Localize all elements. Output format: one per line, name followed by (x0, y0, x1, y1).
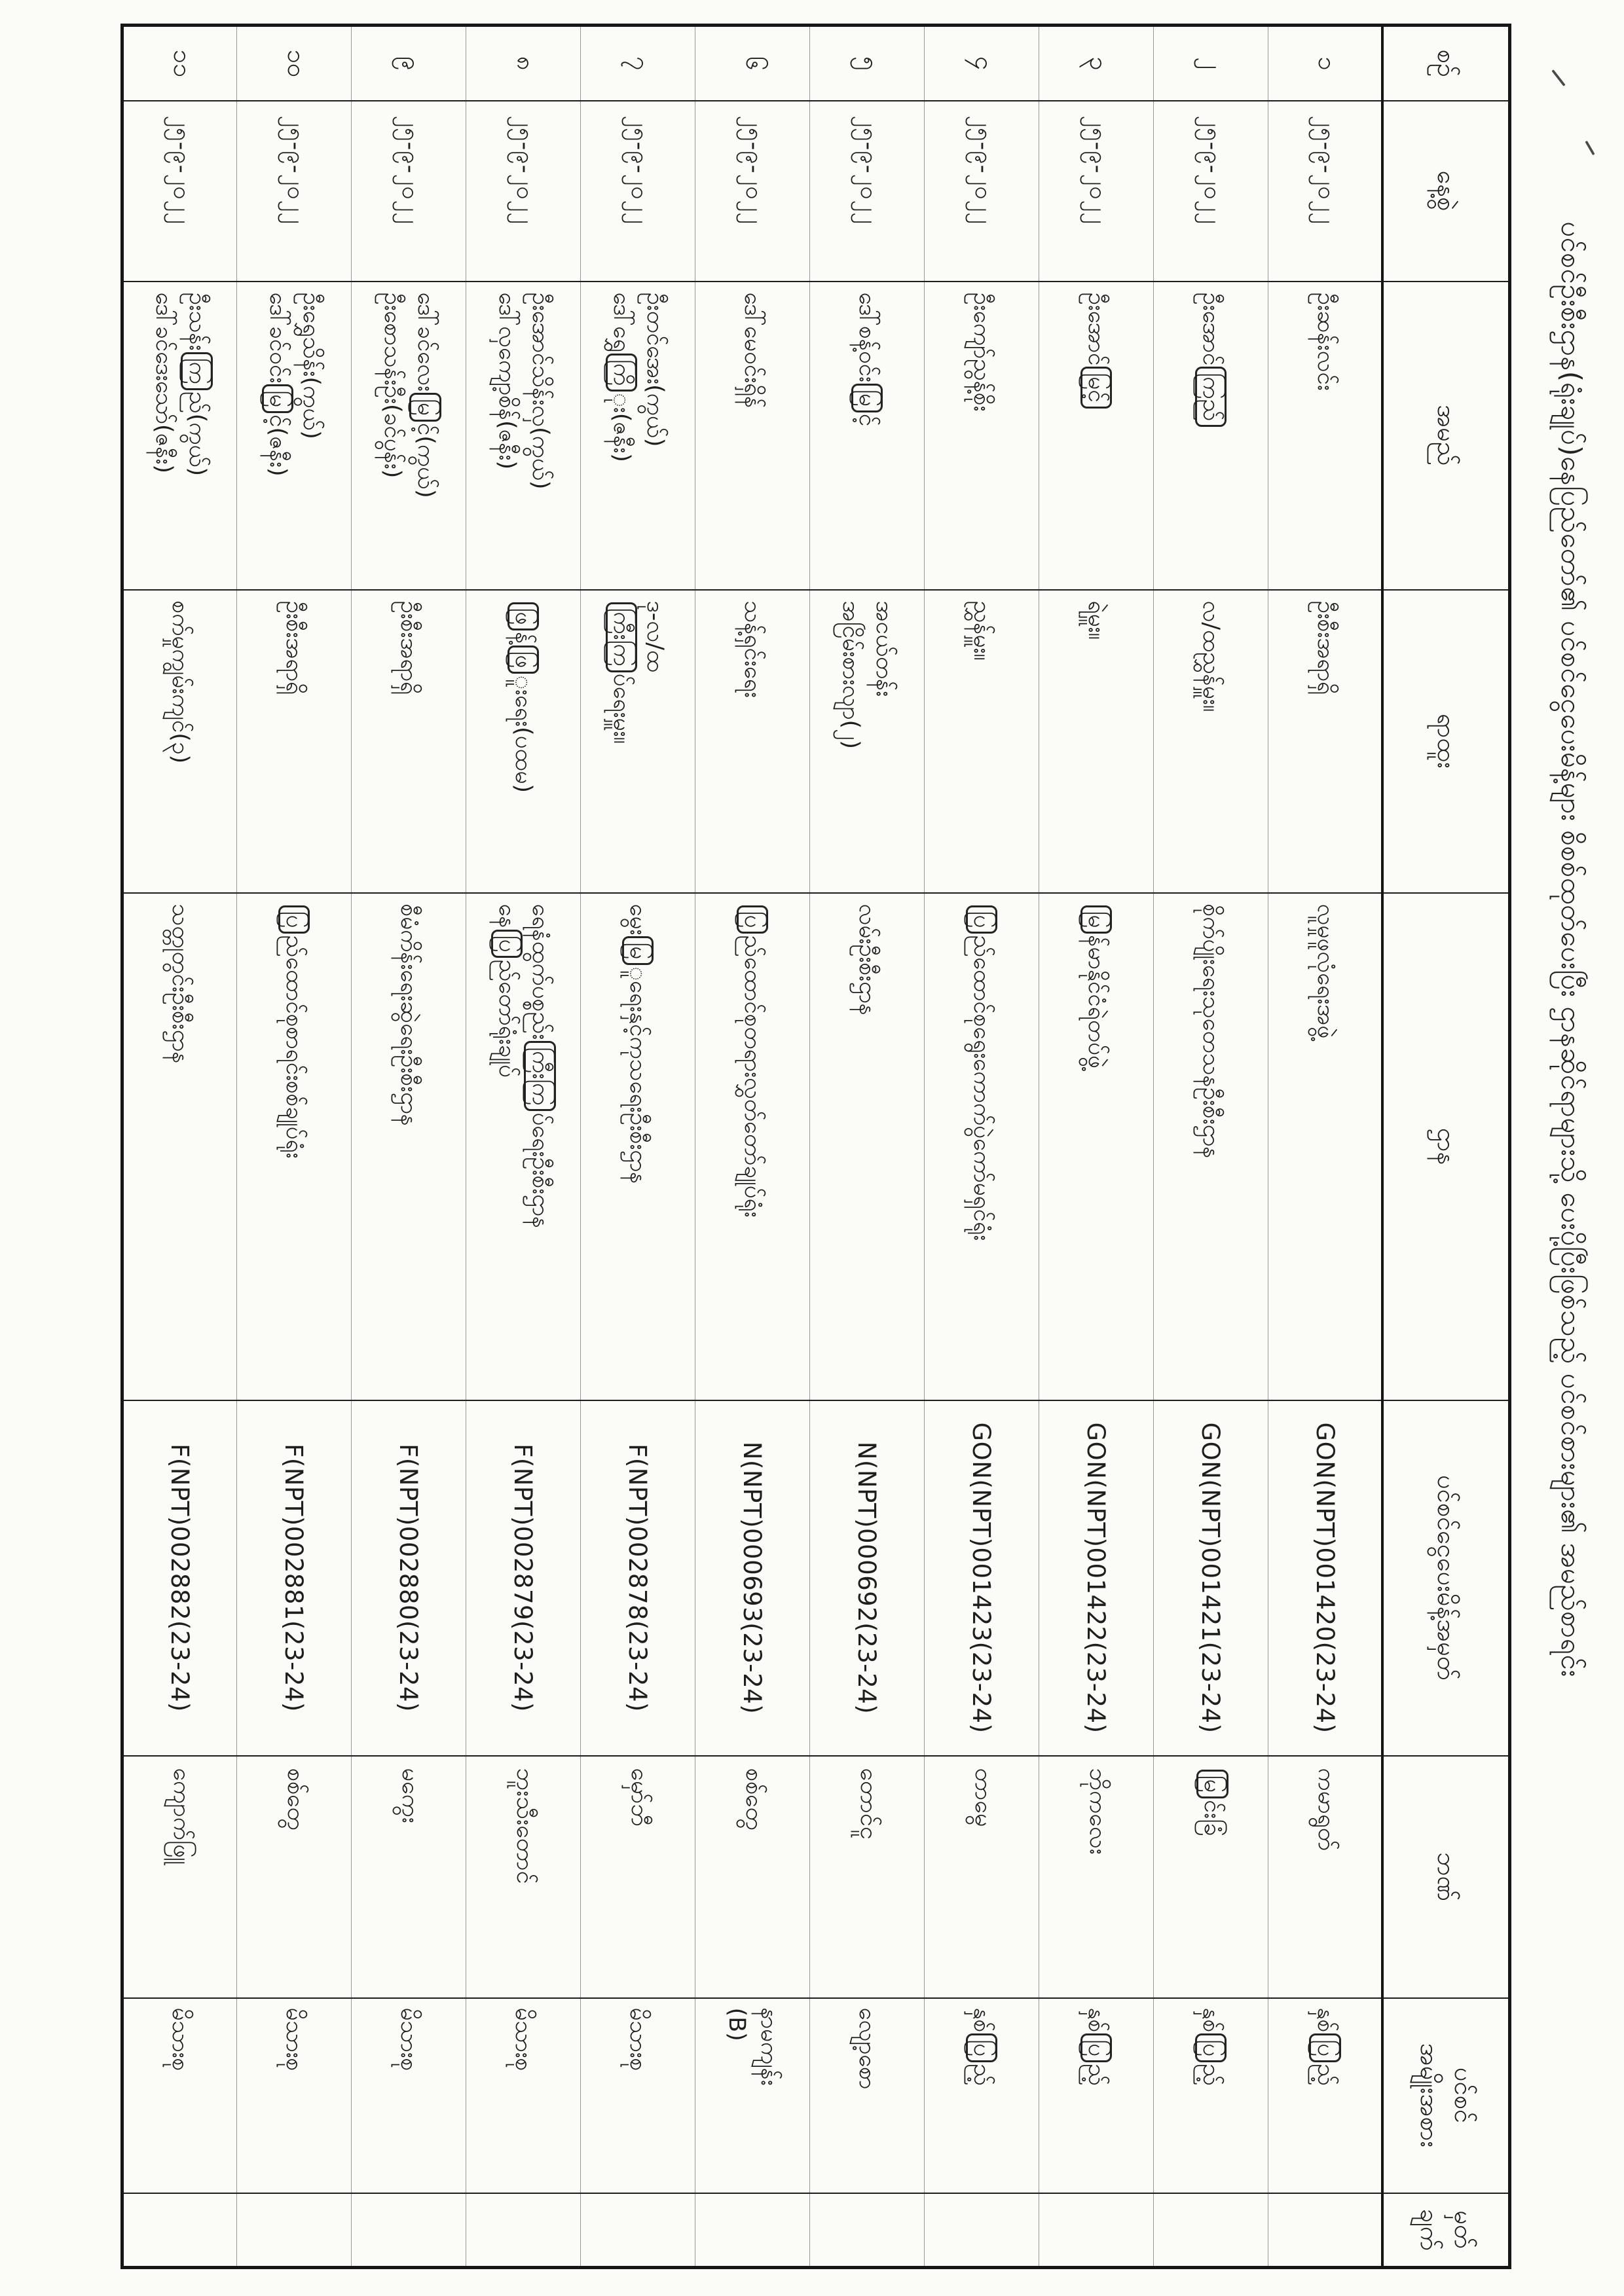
text-line: ဒေါ်ခင်ဒေးသော်(ဇနီး) (151, 292, 177, 474)
boxed-cluster: မြင့် (1080, 367, 1112, 408)
date-cell: ၂၅-၉-၂၀၂၂ (1268, 101, 1383, 282)
document-title: ပင်စင်ဦးစီးဌာန(ရုံးချုပ်)နေပြည်တော်၏ ပင်စင်ငွေပေးမိန့်များ စိစစ်ထုတ်ပေးပြီး ဌာနဆိုင်ရာများသို့ ပေးပို့ပြီးဖြစ်သည့် ပင်စင်စားများ၏ အမည်စာရင်း (1555, 221, 1587, 1677)
text-line: စိုက်ပျိုးရေးသုတေသနဦးစီးဌာန (1198, 903, 1225, 1159)
text-line: မိသားစု (625, 2007, 652, 2071)
bank-cell: စစ်တွေ (237, 1756, 352, 1998)
name-cell (581, 282, 695, 590)
serial-cell: ၁ (1268, 26, 1383, 101)
text-line: ဦးအောင်ကြည် (1194, 293, 1228, 589)
boxed-cluster: ကြ (181, 352, 213, 390)
text-line: စဉ် (1431, 49, 1461, 77)
order-number-cell: N(NPT)000693(23-24) (695, 1400, 810, 1756)
pension-type-cell (581, 1998, 695, 2193)
pen-tick-icon (1551, 69, 1566, 86)
text-line: အမည် (1431, 405, 1461, 466)
serial-cell: ၃ (1039, 26, 1154, 101)
boxed-cluster: မြ (1080, 905, 1112, 934)
remark-cell (1154, 2193, 1268, 2268)
text-line: ဦးစီးအရာရှိ (396, 600, 422, 695)
name-cell (1039, 282, 1154, 590)
header-row (1383, 26, 1510, 2268)
text-line: နှစ်ပြည့် (1309, 2008, 1341, 2192)
date-cell: ၂၅-၉-၂၀၂၂ (466, 101, 581, 282)
table-row (695, 26, 810, 2268)
text-line: မိသားစု (396, 2007, 422, 2071)
bank-cell: ဘူးသီးတောင် (466, 1756, 581, 1998)
text-line: ရေနံထွက်ပစ္စည်းကြီးကြပ်ရေးဦးစီးဌာန (523, 904, 557, 1399)
text-line: ဦးကျော်ညွန့်စိုး (969, 292, 995, 412)
remark-cell (1268, 2193, 1383, 2268)
department-cell (925, 893, 1039, 1400)
order-number-cell: GON(NPT)001421(23-24) (1154, 1400, 1268, 1756)
text-line: လမ်းဦးစီးဌာန (854, 903, 881, 1015)
pension-list-table (120, 24, 1511, 2269)
department-cell (1154, 893, 1268, 1400)
text-line: ဦးစောသန်းဦး(ခင်ပွန်း) (379, 292, 405, 479)
remark-cell (466, 2193, 581, 2268)
pension-type-cell (122, 1998, 237, 2193)
text-line: အမျိုးအစား (1415, 2043, 1445, 2148)
name-cell (237, 282, 352, 590)
col-header-bank (1383, 1756, 1510, 1998)
table-row (352, 26, 466, 2268)
table-row (925, 26, 1039, 2268)
pension-type-cell (695, 1998, 810, 2193)
name-cell (122, 282, 237, 590)
date-cell: ၂၅-၉-၂၀၂၂ (1154, 101, 1268, 282)
boxed-cluster: ပြ (966, 2033, 997, 2062)
remark-cell (352, 2193, 466, 2268)
remark-cell (581, 2193, 695, 2268)
boxed-cluster: ကြီးကြ (525, 1041, 556, 1111)
text-line: ဌာန (1431, 1127, 1461, 1165)
col-header-order_no (1383, 1400, 1510, 1756)
department-cell (122, 893, 237, 1400)
table-row (810, 26, 925, 2268)
order-number-cell: GON(NPT)001420(23-24) (1268, 1400, 1383, 1756)
position-cell (352, 590, 466, 893)
pension-type-cell (1268, 1998, 1383, 2193)
text-line: နေပြည်တော်ရုံးချုပ် (490, 904, 523, 1399)
bank-cell: မကွေး (352, 1756, 466, 1998)
text-line: ဘဏ် (1431, 1852, 1461, 1901)
position-cell (1154, 590, 1268, 893)
text-line: ဒေါ်စန့်ဝင်းမြင့် (851, 293, 884, 589)
order-number-cell: F(NPT)002879(23-24) (466, 1400, 581, 1756)
bank-cell: တောင်ငူ (810, 1756, 925, 1998)
text-line: နေ့စွဲ (1431, 170, 1461, 211)
text-line: ညွှန်မှူး။ (969, 600, 995, 661)
name-cell (695, 282, 810, 590)
text-line: ချက် (1415, 2208, 1445, 2251)
text-line: ဦးဆန်းလင်း (1312, 292, 1338, 391)
text-line: သတ္တုတွင်းဦးစီးဌာန (167, 903, 194, 1064)
boxed-cluster: ပြ (1195, 2033, 1227, 2062)
boxed-cluster: ကြီးကြ (606, 602, 637, 672)
date-cell: ၂၅-၉-၂၀၂၂ (581, 101, 695, 282)
text-line: မြန်မာနိုင်ငံရဲတပ်ဖွဲ့ (1080, 904, 1113, 1399)
text-line: ဒေါ်ရွှေကြိုး(ဇနီး) (604, 293, 638, 589)
position-cell (581, 590, 695, 893)
text-line: လူမှုဖူလုံရေးအဖွဲ့ (1312, 903, 1338, 1039)
boxed-cluster: မြ (410, 393, 441, 422)
table-row (581, 26, 695, 2268)
position-cell (1039, 590, 1154, 893)
text-line: ပြည်ထောင်စုတရားလွှတ်တော်ချုပ်ရုံး (736, 904, 769, 1399)
department-cell (1039, 893, 1154, 1400)
boxed-cluster: ပြ (278, 905, 310, 934)
remark-cell (810, 2193, 925, 2268)
text-line: မိသားစု (510, 2007, 537, 2071)
text-line: ကြီးကြပ်ရေးမှူး။ (604, 601, 638, 892)
text-line: နှစ်ပြည့် (1195, 2008, 1227, 2192)
text-line: ရဲမှူး။ (1083, 600, 1110, 640)
text-line: ဒု-လ/ထ (641, 600, 668, 672)
boxed-cluster: ကြည် (1195, 367, 1227, 427)
pen-tick-icon (1585, 141, 1595, 156)
boxed-cluster: မြ (262, 384, 293, 413)
bank-cell: ကျောက်ဖြူ (122, 1756, 237, 1998)
table-row (1039, 26, 1154, 2268)
text-line: ဒေါ်လှကျော့စိန်(ဇနီး) (494, 292, 520, 470)
department-cell (1268, 893, 1383, 1400)
text-line: ဦးအောင်သိန်းလှ(ကွယ်) (526, 292, 553, 490)
bank-cell: ဘိုကလေး (1039, 1756, 1154, 1998)
position-cell (466, 590, 581, 893)
boxed-cluster: ပြ (737, 905, 768, 934)
name-cell (1154, 282, 1268, 590)
pension-type-cell (925, 1998, 1039, 2193)
text-line: ဦးအောင်မြင့် (1080, 293, 1113, 589)
order-number-cell: GON(NPT)001423(23-24) (925, 1400, 1039, 1756)
order-number-cell: GON(NPT)001422(23-24) (1039, 1400, 1154, 1756)
pension-type-cell (237, 1998, 352, 2193)
text-line: နာမကျန်း (756, 2007, 782, 2086)
remark-cell (695, 2193, 810, 2268)
text-line: လ/ထညွှန်မှူး။ (1198, 600, 1225, 712)
order-number-cell: F(NPT)002882(23-24) (122, 1400, 237, 1756)
serial-cell: ၆ (695, 26, 810, 101)
boxed-cluster: မြ (851, 384, 883, 412)
text-line: မွေးမြူရေးနှင့်ကုသရေးဦးစီးဌာန (621, 904, 655, 1399)
position-cell (695, 590, 810, 893)
col-header-pension_type (1383, 1998, 1510, 2193)
col-header-remark (1383, 2193, 1510, 2268)
name-cell (925, 282, 1039, 590)
date-cell: ၂၅-၉-၂၀၂၂ (237, 101, 352, 282)
text-line: ဒေါ်ခင်လေးမြင့်(ကွယ်) (409, 293, 442, 589)
text-line: ပင်စင်ငွေပေးမိန့်အမှတ် (1431, 1475, 1461, 1681)
serial-cell: ၂ (1154, 26, 1268, 101)
bank-cell: မှော်ဘီ (581, 1756, 695, 1998)
text-line: ဒေါ်ခင်ဝင်းမြင့်(ဇနီး) (261, 293, 294, 589)
department-cell (695, 893, 810, 1400)
remark-cell (925, 2193, 1039, 2268)
boxed-cluster: ပြ (966, 905, 997, 934)
text-line: သန့်ရှင်းရေး (739, 600, 766, 698)
position-cell (122, 590, 237, 893)
department-cell (581, 893, 695, 1400)
serial-cell: ၅ (810, 26, 925, 101)
text-line: ရာထူး (1431, 714, 1461, 769)
name-cell (466, 282, 581, 590)
pension-type-cell (1039, 1998, 1154, 2193)
text-line: ပြည်ထောင်စုရွေးကောက်ပွဲကော်မရှင်ရုံး (965, 904, 999, 1399)
pension-type-cell (352, 1998, 466, 2193)
remark-cell (1039, 2193, 1154, 2268)
position-cell (237, 590, 352, 893)
text-line: ဖြန့်ဖြူးရေး(ပထမ) (507, 601, 540, 892)
date-cell: ၂၅-၉-၂၀၂၂ (810, 101, 925, 282)
boxed-cluster: ပြ (1310, 2033, 1341, 2062)
date-cell: ၂၅-၉-၂၀၂၂ (925, 101, 1039, 282)
bank-cell: စစ်တွေ (695, 1756, 810, 1998)
col-header-date (1383, 101, 1510, 282)
table-row (466, 26, 581, 2268)
text-line: ဦးစီးအရာရှိ (281, 600, 308, 695)
bank-cell: တာမွေ (925, 1756, 1039, 1998)
pension-type-cell (1154, 1998, 1268, 2193)
serial-cell: ၁၀ (237, 26, 352, 101)
department-cell (352, 893, 466, 1400)
date-cell: ၂၅-၉-၂၀၂၂ (695, 101, 810, 282)
department-cell (466, 893, 581, 1400)
order-number-cell: N(NPT)000692(23-24) (810, 1400, 925, 1756)
serial-cell: ၇ (581, 26, 695, 101)
text-line: ဒေါ်မေဝင်းရှိန် (739, 292, 766, 409)
bank-cell: ကမာရွတ် (1268, 1756, 1383, 1998)
table-row (1154, 26, 1268, 2268)
order-number-cell: F(NPT)002878(23-24) (581, 1400, 695, 1756)
col-header-department (1383, 893, 1510, 1400)
col-header-position (1383, 590, 1510, 893)
remark-cell (237, 2193, 352, 2268)
position-cell (1268, 590, 1383, 893)
table-row (122, 26, 237, 2268)
text-line: စီမံကိန်းရေးဆွဲရေးဦးစီးဌာန (396, 903, 422, 1127)
text-line: နှစ်ပြည့် (966, 2008, 998, 2192)
text-line: ဦးတင်အေး(ကွယ်) (641, 292, 668, 447)
serial-cell: ၉ (352, 26, 466, 101)
serial-cell: ၈ (466, 26, 581, 101)
boxed-cluster: ဖြ (507, 602, 539, 631)
order-number-cell: F(NPT)002880(23-24) (352, 1400, 466, 1756)
order-number-cell: F(NPT)002881(23-24) (237, 1400, 352, 1756)
text-line: အငြိမ်းစားလျာ(၂) (838, 600, 864, 750)
text-line: မိသားစု (167, 2007, 194, 2071)
name-cell (352, 282, 466, 590)
serial-cell: ၄ (925, 26, 1039, 101)
position-cell (925, 590, 1039, 893)
col-header-name (1383, 282, 1510, 590)
text-line: လျော့စော (854, 2007, 881, 2090)
pension-type-cell (810, 1998, 925, 2193)
text-line: စက်မှုကျွမ်းကျင်(၃) (167, 600, 194, 764)
text-line: (B) (724, 2007, 750, 2041)
text-line: မှတ် (1449, 2210, 1478, 2250)
text-line: အငယ်တန်း (870, 600, 897, 697)
position-cell (810, 590, 925, 893)
name-cell (1268, 282, 1383, 590)
text-line: ဦးစီးအရာရှိ (1312, 600, 1338, 695)
text-line: ဦးသန်းကြည်(ကွယ်) (180, 293, 213, 589)
pension-type-cell (466, 1998, 581, 2193)
table-row (237, 26, 352, 2268)
bank-cell: မြင်းခြံ (1154, 1756, 1268, 1998)
text-line: ဦးရွှေသိန်း(ကွယ်) (297, 292, 324, 439)
remark-cell (122, 2193, 237, 2268)
boxed-cluster: ဖြ (507, 646, 539, 674)
col-header-no (1383, 26, 1510, 101)
boxed-cluster: ပြ (491, 930, 523, 958)
boxed-cluster: မြ (1196, 1770, 1228, 1799)
department-cell (810, 893, 925, 1400)
department-cell (237, 893, 352, 1400)
table-row (1268, 26, 1383, 2268)
text-line: မိသားစု (281, 2007, 308, 2071)
date-cell: ၂၅-၉-၂၀၂၂ (1039, 101, 1154, 282)
boxed-cluster: ကြိ (606, 354, 637, 392)
text-line: နှစ်ပြည့် (1080, 2008, 1113, 2192)
name-cell (810, 282, 925, 590)
date-cell: ၂၅-၉-၂၀၂၂ (122, 101, 237, 282)
boxed-cluster: ပြ (1080, 2033, 1112, 2062)
boxed-cluster: မြ (622, 936, 654, 965)
text-line: ပင်စင် (1449, 2067, 1478, 2124)
date-cell: ၂၅-၉-၂၀၂၂ (352, 101, 466, 282)
serial-cell: ၁၁ (122, 26, 237, 101)
text-line: ပြည်ထောင်စုစာရင်းစစ်ချုပ်ရုံး (278, 904, 311, 1399)
